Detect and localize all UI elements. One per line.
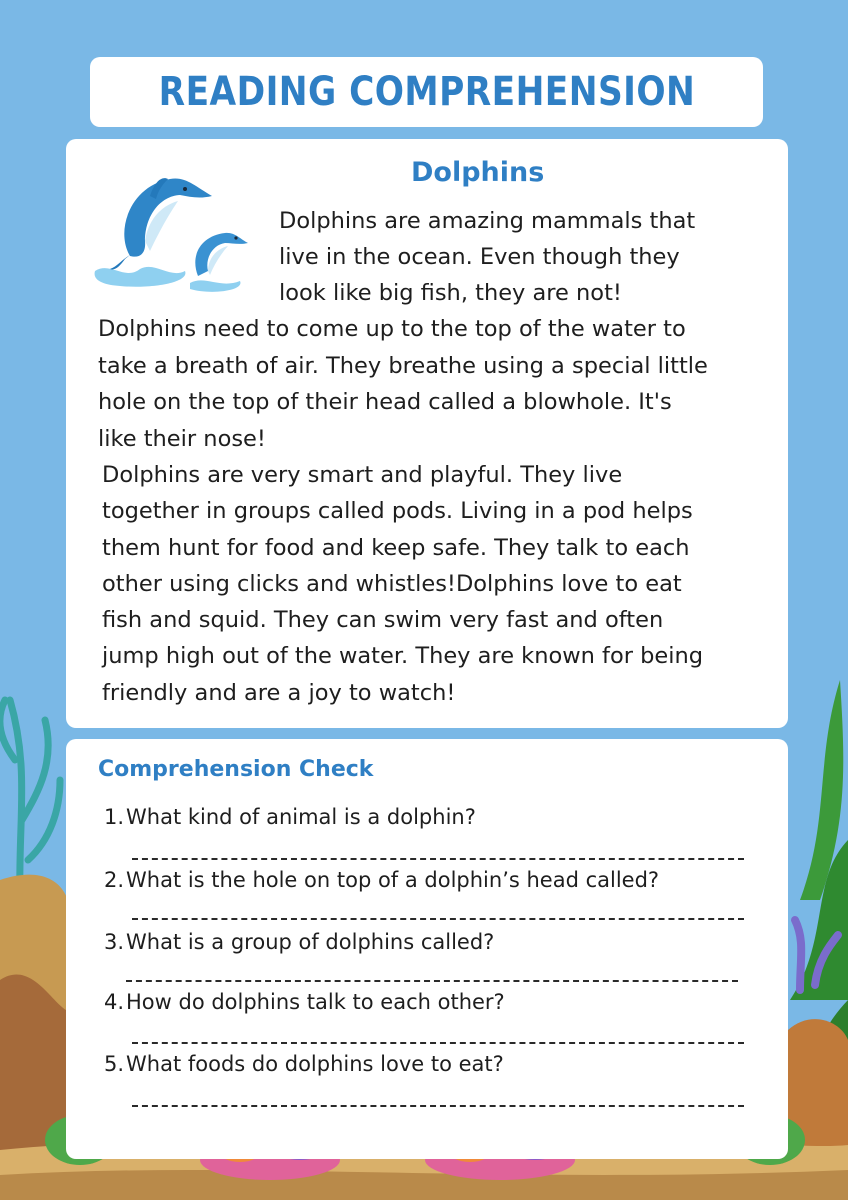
question-number: 4. — [104, 990, 125, 1014]
question-text: What is a group of dolphins called? — [126, 930, 495, 954]
question-2 — [104, 868, 659, 892]
question-text: What is the hole on top of a dolphin’s head called? — [126, 868, 660, 892]
answer-line-2[interactable] — [132, 918, 744, 920]
question-text: How do dolphins talk to each other? — [126, 990, 505, 1014]
question-number: 5. — [104, 1052, 125, 1076]
text-line: other using clicks and whistles!Dolphins love to eat — [102, 570, 682, 597]
story-paragraph-3 — [102, 457, 782, 711]
story-card — [66, 139, 788, 728]
text-line: Dolphins are amazing mammals that — [279, 208, 696, 234]
comprehension-check-card — [66, 739, 788, 1159]
story-title: Dolphins — [411, 157, 545, 188]
question-1 — [104, 805, 476, 829]
text-line: Dolphins are very smart and playful. They live — [102, 462, 623, 488]
question-number: 2. — [104, 868, 125, 892]
answer-line-5[interactable] — [132, 1105, 744, 1107]
story-paragraph-1 — [279, 203, 779, 311]
question-number: 1. — [104, 805, 125, 829]
answer-line-1[interactable] — [132, 858, 744, 860]
text-line: Dolphins need to come up to the top of the water to — [98, 316, 686, 342]
dolphin-illustration — [90, 171, 260, 301]
question-4 — [104, 990, 505, 1014]
section-title: Comprehension Check — [98, 757, 374, 782]
title-banner — [90, 57, 763, 127]
question-3 — [104, 930, 494, 954]
question-number: 3. — [104, 930, 125, 954]
text-line: live in the ocean. Even though they — [279, 244, 680, 270]
page-title: READING COMPREHENSION — [158, 69, 695, 115]
answer-line-4[interactable] — [132, 1042, 744, 1044]
question-text: What foods do dolphins love to eat? — [126, 1052, 504, 1076]
story-paragraph-2 — [98, 311, 778, 457]
text-line: jump high out of the water. They are known for being — [102, 643, 704, 670]
text-line: fish and squid. They can swim very fast and often — [102, 607, 664, 634]
text-line: look like big fish, they are not! — [279, 280, 622, 306]
text-line: like their nose! — [98, 425, 266, 452]
text-line: take a breath of air. They breathe using a special little — [98, 352, 708, 379]
answer-line-3[interactable] — [126, 980, 738, 982]
text-line: them hunt for food and keep safe. They talk to each — [102, 534, 690, 561]
question-5 — [104, 1052, 504, 1076]
text-line: together in groups called pods. Living in a pod helps — [102, 498, 693, 525]
text-line: friendly and are a joy to watch! — [102, 679, 456, 706]
text-line: hole on the top of their head called a blowhole. It's — [98, 389, 672, 415]
coral-reef-decoration — [0, 700, 60, 900]
question-text: What kind of animal is a dolphin? — [126, 805, 476, 829]
